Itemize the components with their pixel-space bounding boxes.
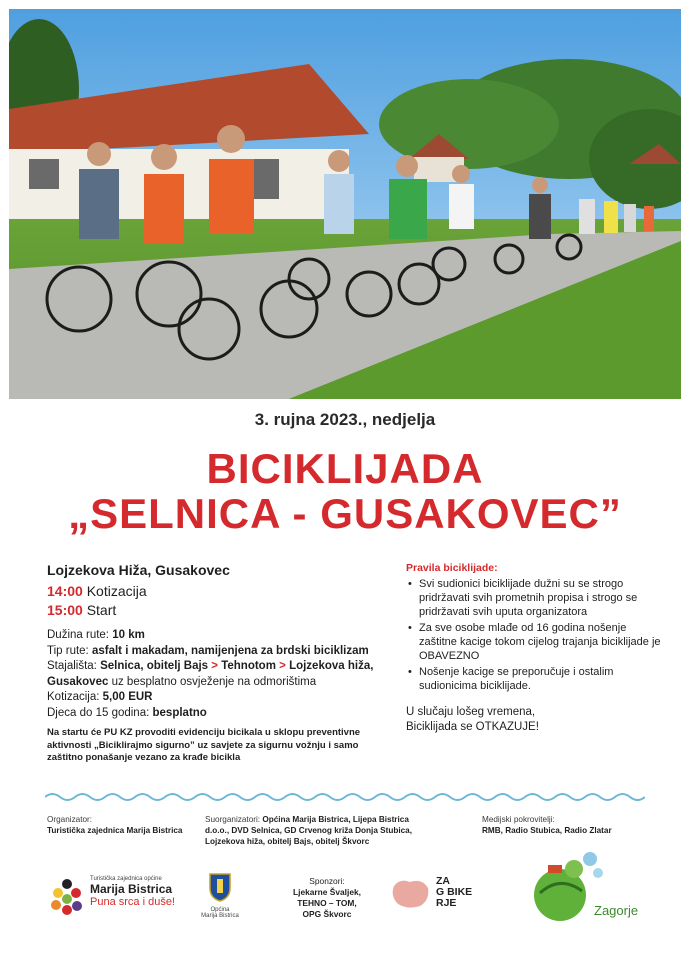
schedule-label: Kotizacija: [86, 583, 147, 599]
marija-bistrica-logo: Turistička zajednica općine Marija Bistrica Puna srca i duše!: [48, 876, 198, 916]
registration-fee: Kotizacija: 5,00 EUR: [47, 691, 153, 703]
opcina-logo: Općina Marija Bistrica: [198, 872, 242, 919]
event-title-line2: „SELNICA - GUSAKOVEC”: [68, 490, 622, 537]
schedule-time: 15:00: [47, 602, 83, 618]
kids-fee: Djeca do 15 godina: besplatno: [47, 706, 207, 719]
hero-photo: [9, 9, 681, 399]
grape-icon: [48, 876, 86, 916]
route-length: Dužina rute: 10 km: [47, 629, 145, 641]
sponsors: Sponzori: Ljekarne Švaljek, TEHNO – TOM, OPG Škvorc: [293, 876, 361, 919]
rules-title: Pravila biciklijade:: [406, 562, 498, 574]
map-icon: [390, 876, 432, 910]
weather-notice: U slučaju lošeg vremena, Biciklijada se OTKAZUJE!: [406, 706, 539, 733]
route-stops: Stajališta: Selnica, obitelj Bajs > Tehnotom > Lojzekova hiža, Gusakovec uz besplatno osvježenje na odmorištima: [47, 660, 374, 688]
zagobikerje-logo: ZA G BIKE RJE: [390, 876, 490, 910]
organizer: Organizator: Turistička zajednica Marija Bistrica: [47, 815, 183, 835]
wave-divider: [45, 790, 645, 804]
arrow-icon: >: [211, 660, 218, 672]
arrow-icon: >: [279, 660, 286, 672]
schedule-registration: [47, 582, 377, 601]
venue: Lojzekova Hiža, Gusakovec: [47, 562, 230, 578]
police-note: Na startu će PU KZ provoditi evidenciju bicikala u sklopu preventivne aktivnosti „Biciklirajmo sigurno” uz savjete za sigurnu vožnju i samo zaštitno ponašanje vezano za krađe bicikla: [47, 727, 361, 763]
event-title-line1: BICIKLIJADA: [206, 445, 484, 492]
list-item: • Za sve osobe mlađe od 16 godina nošenje zaštitne kacige tokom cijelog trajanja biciklijade je OBAVEZNO: [406, 621, 666, 663]
coat-of-arms-icon: [208, 872, 232, 902]
route-type: Tip rute: asfalt i makadam, namijenjena za brdski biciklizam: [47, 644, 369, 657]
cyclists-photo-illustration: [9, 9, 681, 399]
event-details: [47, 562, 377, 765]
media-sponsors: Medijski pokrovitelji: RMB, Radio Stubica, Radio Zlatar: [482, 815, 612, 835]
list-item: • Svi sudionici biciklijade dužni su se strogo pridržavati svih prometnih propisa i strogo se pridržavati svih uputa organizatora: [406, 577, 666, 619]
event-date: 3. rujna 2023., nedjelja: [254, 410, 436, 429]
rules-section: [406, 562, 666, 735]
schedule-time: 14:00: [47, 583, 83, 599]
route-details: [47, 628, 377, 721]
co-organizers: Suorganizatori: Općina Marija Bistrica, Lijepa Bistrica d.o.o., DVD Selnica, GD Crvenog križa Donja Stubica, Lojzekova hiža, obitelj Bajs, obitelj Škvorc: [205, 815, 413, 846]
schedule-start: [47, 601, 377, 620]
schedule-label: Start: [86, 602, 117, 618]
rules-list: [406, 577, 666, 693]
list-item: • Nošenje kacige se preporučuje i ostalim sudionicima biciklijade.: [406, 665, 666, 693]
